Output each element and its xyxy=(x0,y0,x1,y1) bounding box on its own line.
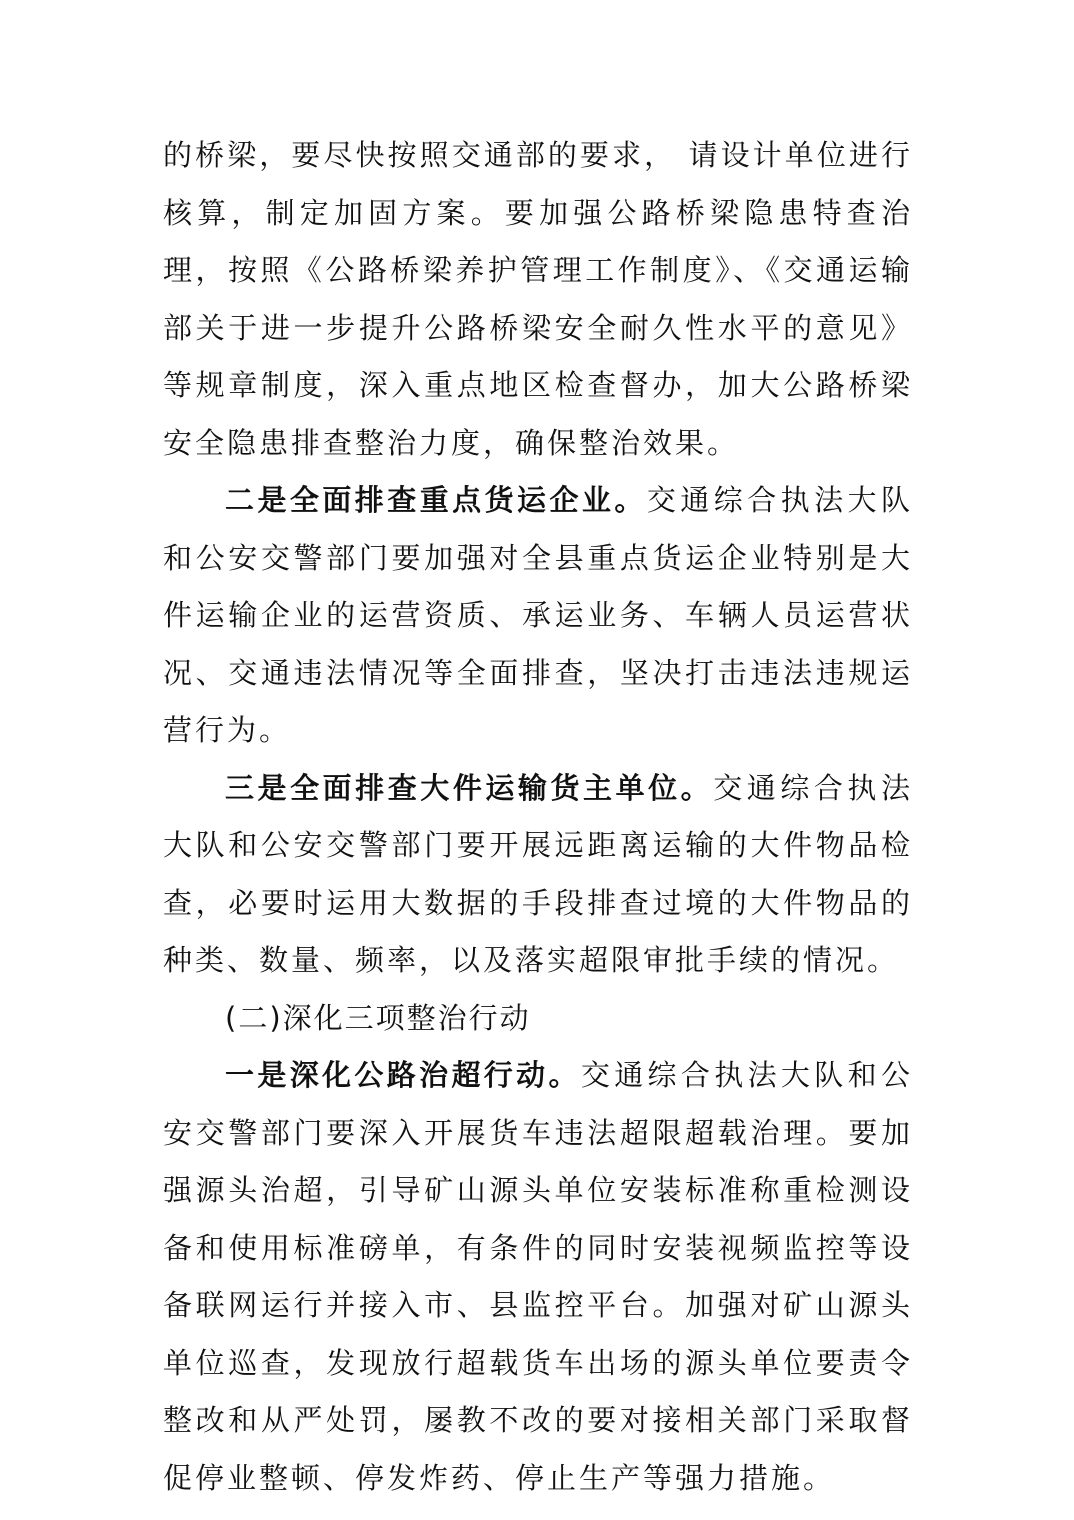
paragraph-lead: 三是全面排查大件运输货主单位。 xyxy=(225,770,714,805)
paragraph-text: 交通综合执法大队和公安交警部门要加强对全县重点货运企业特别是大件运输企业的运营资质、承运业务、车辆人员运营状况、交通违法情况等全面排查，坚决打击违法违规运营行为。 xyxy=(163,483,913,747)
paragraph-lead: 一是深化公路治超行动。 xyxy=(225,1058,581,1092)
paragraph-lead: 二是全面排查重点货运企业。 xyxy=(225,483,647,517)
paragraph-text: 交通综合执法大队和公安交警部门要开展远距离运输的大件物品检查，必要时运用大数据的手段排查过境的大件物品的种类、数量、频率，以及落实超限审批手续的情况。 xyxy=(163,770,913,977)
paragraph-overload-control xyxy=(163,1047,913,1507)
paragraph-freight-enterprises xyxy=(163,472,913,760)
paragraph-text: 的桥梁，要尽快按照交通部的要求， 请设计单位进行核算，制定加固方案。要加强公路桥梁隐患特查治理，按照《公路桥梁养护管理工作制度》、《交通运输部关于进一步提升公路桥梁安全耐久性水平的意见》等规章制度，深入重点地区检查督办，加大公路桥梁安全隐患排查整治力度，确保整治效果。 xyxy=(163,138,913,460)
paragraph-text: 交通综合执法大队和公安交警部门要深入开展货车违法超限超载治理。要加强源头治超，引导矿山源头单位安装标准称重检测设备和使用标准磅单，有条件的同时安装视频监控等设备联网运行并接入市、县监控平台。加强对矿山源头单位巡查，发现放行超载货车出场的源头单位要责令整改和从严处罚，屡教不改的要对接相关部门采取督促停业整顿、停发炸药、停止生产等强力措施。 xyxy=(163,1058,913,1495)
document-body xyxy=(163,127,913,1507)
section-heading: (二)深化三项整治行动 xyxy=(225,1000,531,1035)
paragraph-cargo-owners xyxy=(163,760,913,990)
paragraph-bridge-reinforcement xyxy=(163,127,913,472)
